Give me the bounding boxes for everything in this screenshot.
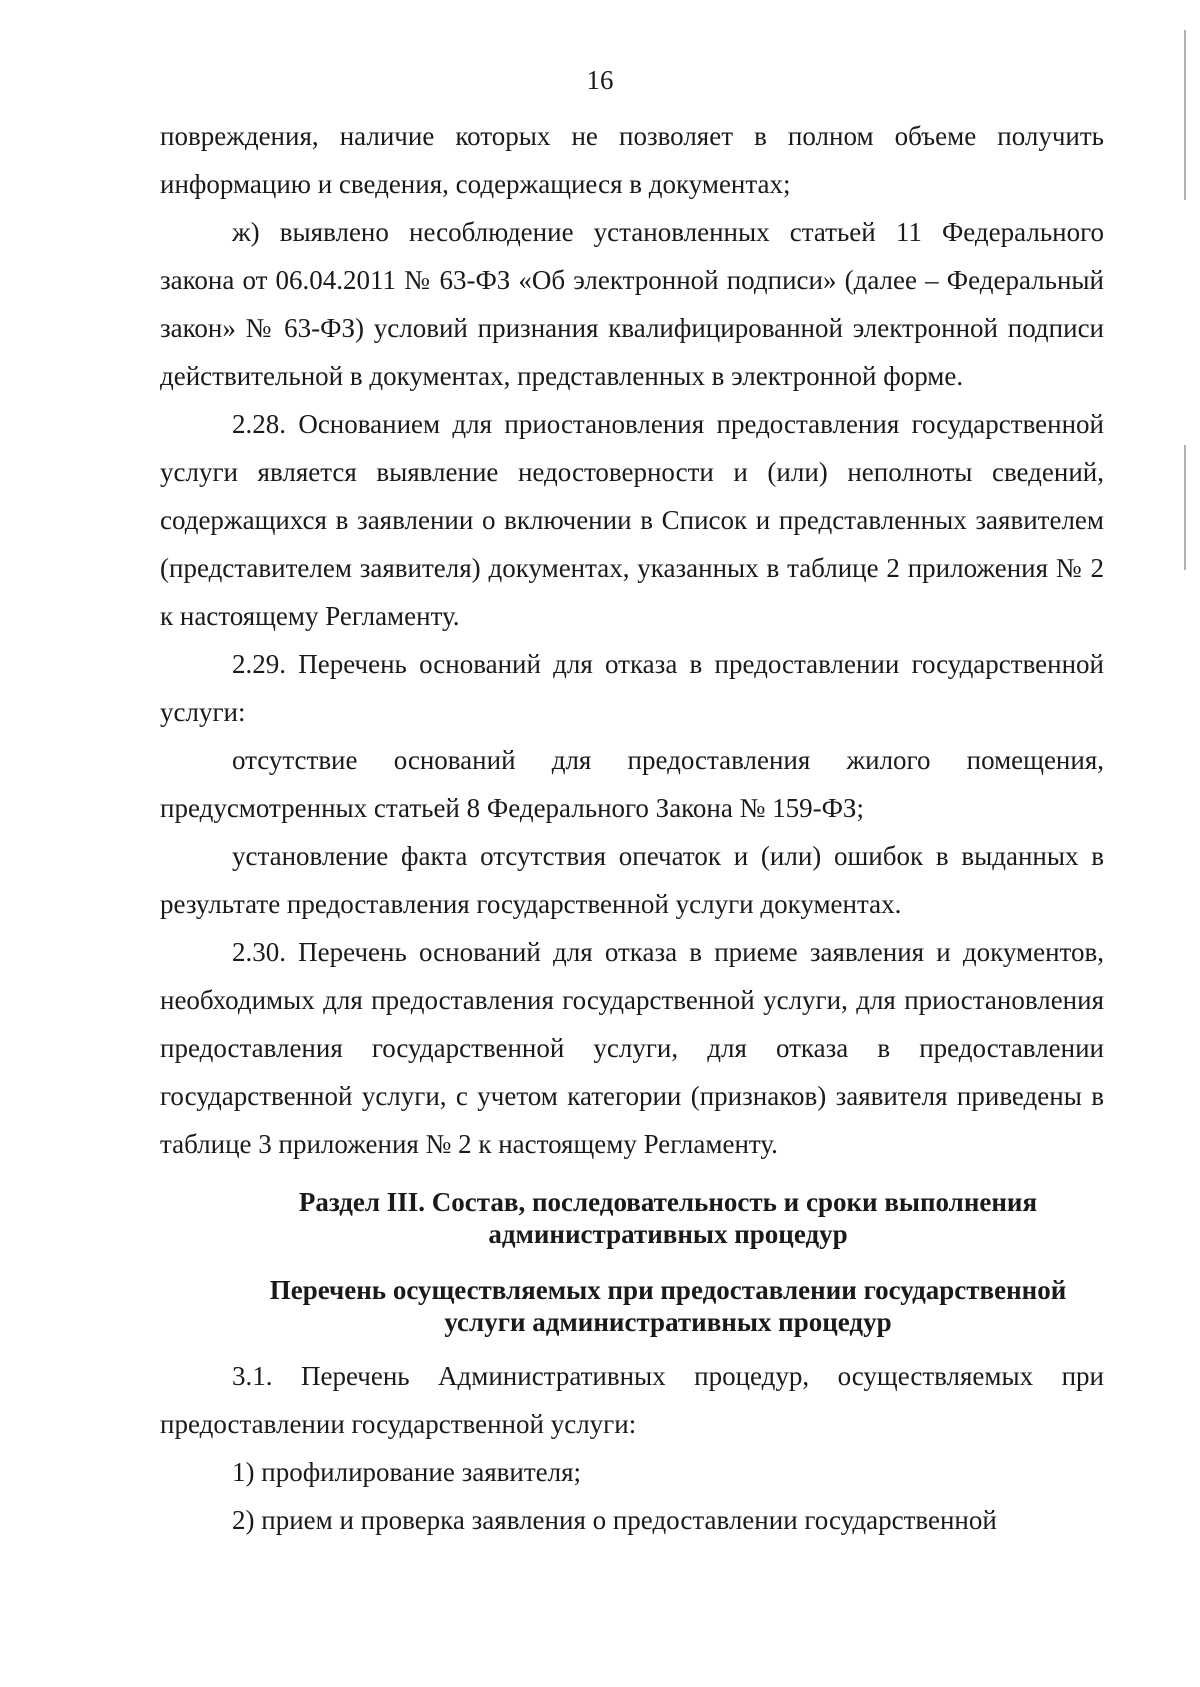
list-item: 2) прием и проверка заявления о предоставлении государственной bbox=[232, 1505, 997, 1535]
section-heading bbox=[160, 1186, 1104, 1250]
scan-edge-line bbox=[1184, 445, 1186, 570]
paragraph: повреждения, наличие которых не позволяет в полном объеме получить информацию и сведения, содержащиеся в документах; bbox=[160, 121, 1104, 199]
paragraph: ж) выявлено несоблюдение установленных статьей 11 Федерального закона от 06.04.2011 № 63-ФЗ «Об электронной подписи» (далее – Федеральный закон» № 63-ФЗ) условий признания квалифицированной электронной подписи действительной в документах, представленных в электронной форме. bbox=[160, 217, 1104, 391]
subsection-heading bbox=[160, 1274, 1104, 1338]
scan-edge-line bbox=[1184, 30, 1186, 200]
subsection-heading-line: Перечень осуществляемых при предоставлении государственной bbox=[269, 1275, 1067, 1305]
document-body bbox=[160, 112, 1104, 1544]
section-heading-line: Раздел III. Состав, последовательность и сроки выполнения bbox=[298, 1187, 1038, 1217]
paragraph: 2.29. Перечень оснований для отказа в предоставлении государственной услуги: bbox=[160, 649, 1104, 727]
page-number: 16 bbox=[586, 65, 614, 95]
paragraph: 2.30. Перечень оснований для отказа в приеме заявления и документов, необходимых для предоставления государственной услуги, для приостановления предоставления государственной услуги, для отказа в предоставлении государственной услуги, с учетом категории (признаков) заявителя приведены в таблице 3 приложения № 2 к настоящему Регламенту. bbox=[160, 937, 1104, 1159]
paragraph: 2.28. Основанием для приостановления предоставления государственной услуги является выявление недостоверности и (или) неполноты сведений, содержащихся в заявлении о включении в Список и представленных заявителем (представителем заявителя) документах, указанных в таблице 2 приложения № 2 к настоящему Регламенту. bbox=[160, 409, 1104, 631]
paragraph: установление факта отсутствия опечаток и (или) ошибок в выданных в результате предоставления государственной услуги документах. bbox=[160, 841, 1104, 919]
paragraph: отсутствие оснований для предоставления жилого помещения, предусмотренных статьей 8 Федерального Закона № 159-ФЗ; bbox=[160, 745, 1104, 823]
list-item: 1) профилирование заявителя; bbox=[232, 1457, 582, 1487]
paragraph: 3.1. Перечень Административных процедур, осуществляемых при предоставлении государственной услуги: bbox=[160, 1361, 1104, 1439]
subsection-heading-line: услуги административных процедур bbox=[444, 1307, 892, 1337]
section-heading-line: административных процедур bbox=[488, 1219, 848, 1249]
